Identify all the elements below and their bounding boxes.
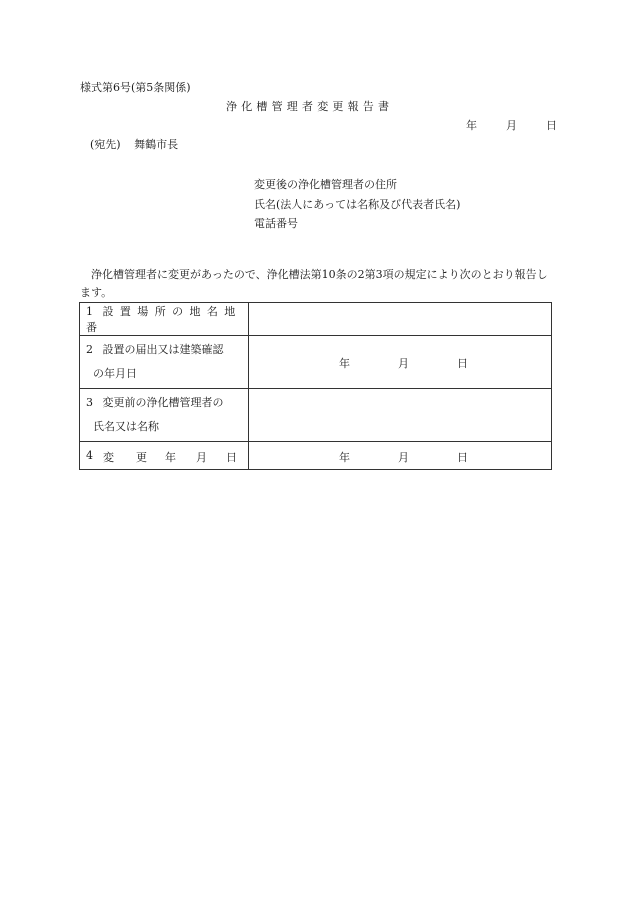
- day-label: 日: [457, 450, 468, 464]
- label-char: 更: [136, 450, 147, 464]
- addressee-name: 舞鶴市長: [134, 138, 179, 151]
- table-row: [80, 442, 552, 470]
- form-number: 様式第6号(第5条関係): [80, 81, 191, 94]
- previous-manager-field[interactable]: [249, 389, 552, 442]
- table-row: [80, 389, 552, 442]
- row-label-line2: 氏名又は名称: [93, 420, 159, 433]
- submission-date: [466, 119, 557, 133]
- date-month-label: 月: [506, 119, 517, 132]
- date-year-label: 年: [466, 119, 477, 132]
- day-label: 日: [457, 357, 468, 370]
- report-statement-text: 浄化槽管理者に変更があったので、浄化槽法第10条の2第3項の規定により次のとおり報告します。: [80, 268, 548, 299]
- row-number: 4: [86, 448, 93, 462]
- addressee-label: (宛先): [90, 138, 121, 151]
- installation-location-field[interactable]: [249, 303, 552, 336]
- row-label: 設置場所の地名地番: [86, 305, 242, 334]
- table-row: [80, 336, 552, 389]
- table-row: [80, 303, 552, 336]
- report-form-table: [79, 302, 552, 470]
- change-date-label: [80, 442, 249, 470]
- report-statement: [80, 266, 550, 302]
- notification-date-label: [80, 336, 249, 389]
- label-char: 変: [103, 450, 114, 464]
- label-char: 日: [226, 450, 237, 464]
- year-label: 年: [339, 450, 350, 464]
- label-char: 月: [196, 450, 207, 464]
- row-number: 3: [86, 396, 93, 409]
- row-label-line1: 設置の届出又は建築確認: [102, 343, 224, 356]
- applicant-phone-label: 電話番号: [254, 217, 298, 230]
- year-label: 年: [339, 357, 350, 370]
- addressee: [90, 138, 178, 152]
- notification-date-field[interactable]: [249, 336, 552, 389]
- installation-location-label: [80, 303, 249, 336]
- row-number: 1: [86, 305, 93, 318]
- applicant-name-label: 氏名(法人にあっては名称及び代表者氏名): [254, 197, 461, 211]
- row-label-line1: 変更前の浄化槽管理者の: [102, 396, 224, 409]
- previous-manager-label: [80, 389, 249, 442]
- row-label-line2: の年月日: [93, 367, 137, 380]
- label-char: 年: [165, 450, 176, 464]
- row-number: 2: [86, 343, 93, 356]
- month-label: 月: [398, 450, 409, 464]
- month-label: 月: [398, 357, 409, 370]
- applicant-address-label: 変更後の浄化槽管理者の住所: [254, 178, 397, 191]
- change-date-field[interactable]: [249, 442, 552, 470]
- document-title: 浄化槽管理者変更報告書: [226, 100, 394, 113]
- applicant-info: [254, 175, 460, 234]
- date-day-label: 日: [546, 119, 557, 132]
